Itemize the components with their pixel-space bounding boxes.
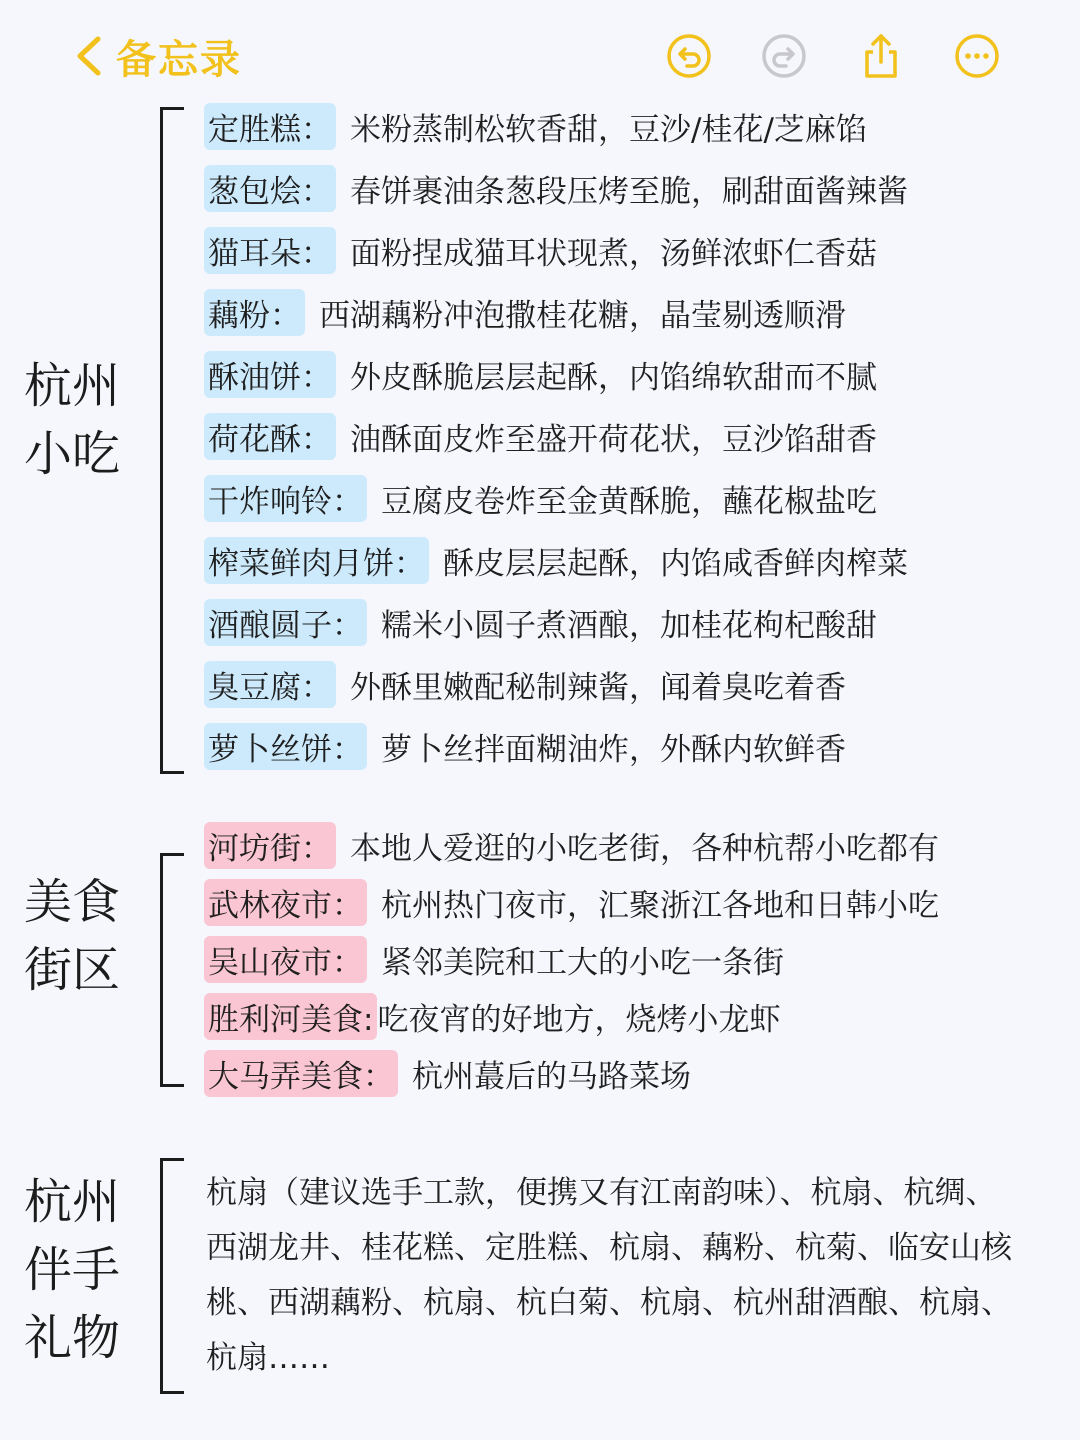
list-item: [204, 822, 939, 868]
list-item: [204, 879, 939, 925]
gifts-line: 杭扇（建议选手工款，便携又有江南韵味）、杭扇、杭绸、: [206, 1175, 997, 1211]
item-description: 紧邻美院和工大的小吃一条街: [381, 944, 784, 981]
list-item: [204, 661, 846, 707]
item-name-tag: 榨菜鲜肉月饼：: [204, 537, 429, 584]
item-description: 油酥面皮炸至盛开荷花状，豆沙馅甜香: [350, 421, 877, 458]
item-description: 面粉捏成猫耳状现煮，汤鲜浓虾仁香菇: [350, 235, 877, 272]
undo-button[interactable]: [665, 32, 713, 80]
item-name-tag: 臭豆腐：: [204, 661, 336, 708]
share-icon: [857, 32, 905, 80]
item-description: 春饼裹油条葱段压烤至脆，刷甜面酱辣酱: [350, 173, 908, 210]
chevron-left-icon: [72, 33, 106, 79]
gifts-line: 杭扇……: [206, 1340, 330, 1376]
share-button[interactable]: [857, 32, 905, 80]
item-description: 酥皮层层起酥，内馅咸香鲜肉榨菜: [443, 545, 908, 582]
item-description: 米粉蒸制松软香甜，豆沙/桂花/芝麻馅: [350, 111, 867, 148]
item-description: 杭州蕞后的马路菜场: [412, 1058, 691, 1095]
item-description: 吃夜宵的好地方，烧烤小龙虾: [377, 1001, 781, 1038]
gifts-bracket: [160, 1158, 184, 1394]
item-name-tag: 胜利河美食:: [204, 993, 377, 1040]
list-item: [204, 599, 877, 645]
item-name-tag: 定胜糕：: [204, 103, 336, 150]
snacks-section-title: 杭州 小吃: [24, 358, 121, 482]
list-item: [204, 1050, 691, 1096]
redo-button[interactable]: [760, 32, 808, 80]
back-label: 备忘录: [116, 36, 242, 83]
item-description: 杭州热门夜市，汇聚浙江各地和日韩小吃: [381, 887, 939, 924]
list-item: [204, 413, 877, 459]
item-name-tag: 武林夜市：: [204, 879, 367, 926]
item-description: 西湖藕粉冲泡撒桂花糖，晶莹剔透顺滑: [319, 297, 846, 334]
list-item: [204, 227, 877, 273]
list-item: [204, 993, 780, 1039]
streets-section-title: 美食 街区: [24, 874, 121, 998]
snacks-bracket: [160, 107, 184, 774]
gifts-line: 桃、西湖藕粉、杭扇、杭白菊、杭扇、杭州甜酒酿、杭扇、: [206, 1285, 1012, 1321]
item-name-tag: 酥油饼：: [204, 351, 336, 398]
back-button[interactable]: [72, 28, 242, 84]
list-item: [204, 289, 846, 335]
list-item: [204, 475, 877, 521]
streets-bracket: [160, 853, 184, 1087]
item-name-tag: 荷花酥：: [204, 413, 336, 460]
item-name-tag: 干炸响铃：: [204, 475, 367, 522]
item-description: 糯米小圆子煮酒酿，加桂花枸杞酸甜: [381, 607, 877, 644]
list-item: [204, 165, 908, 211]
item-name-tag: 大马弄美食：: [204, 1050, 398, 1097]
redo-icon: [760, 32, 808, 80]
list-item: [204, 537, 908, 583]
item-name-tag: 吴山夜市：: [204, 936, 367, 983]
item-name-tag: 酒酿圆子：: [204, 599, 367, 646]
list-item: [204, 723, 846, 769]
item-description: 外酥里嫩配秘制辣酱，闻着臭吃着香: [350, 669, 846, 706]
list-item: [204, 936, 784, 982]
item-name-tag: 葱包烩：: [204, 165, 336, 212]
list-item: [204, 103, 867, 149]
item-description: 萝卜丝拌面糊油炸，外酥内软鲜香: [381, 731, 846, 768]
undo-icon: [665, 32, 713, 80]
more-icon: [953, 32, 1001, 80]
item-description: 豆腐皮卷炸至金黄酥脆，蘸花椒盐吃: [381, 483, 877, 520]
nav-bar: [0, 0, 1080, 110]
item-name-tag: 河坊街：: [204, 822, 336, 869]
item-name-tag: 藕粉：: [204, 289, 305, 336]
item-name-tag: 猫耳朵：: [204, 227, 336, 274]
gifts-paragraph: [206, 1166, 1066, 1386]
more-button[interactable]: [953, 32, 1001, 80]
gifts-line: 西湖龙井、桂花糕、定胜糕、杭扇、藕粉、杭菊、临安山核: [206, 1230, 1012, 1266]
item-description: 外皮酥脆层层起酥，内馅绵软甜而不腻: [350, 359, 877, 396]
item-description: 本地人爱逛的小吃老街，各种杭帮小吃都有: [350, 830, 939, 867]
list-item: [204, 351, 877, 397]
gifts-section-title: 杭州 伴手 礼物: [24, 1174, 121, 1366]
item-name-tag: 萝卜丝饼：: [204, 723, 367, 770]
